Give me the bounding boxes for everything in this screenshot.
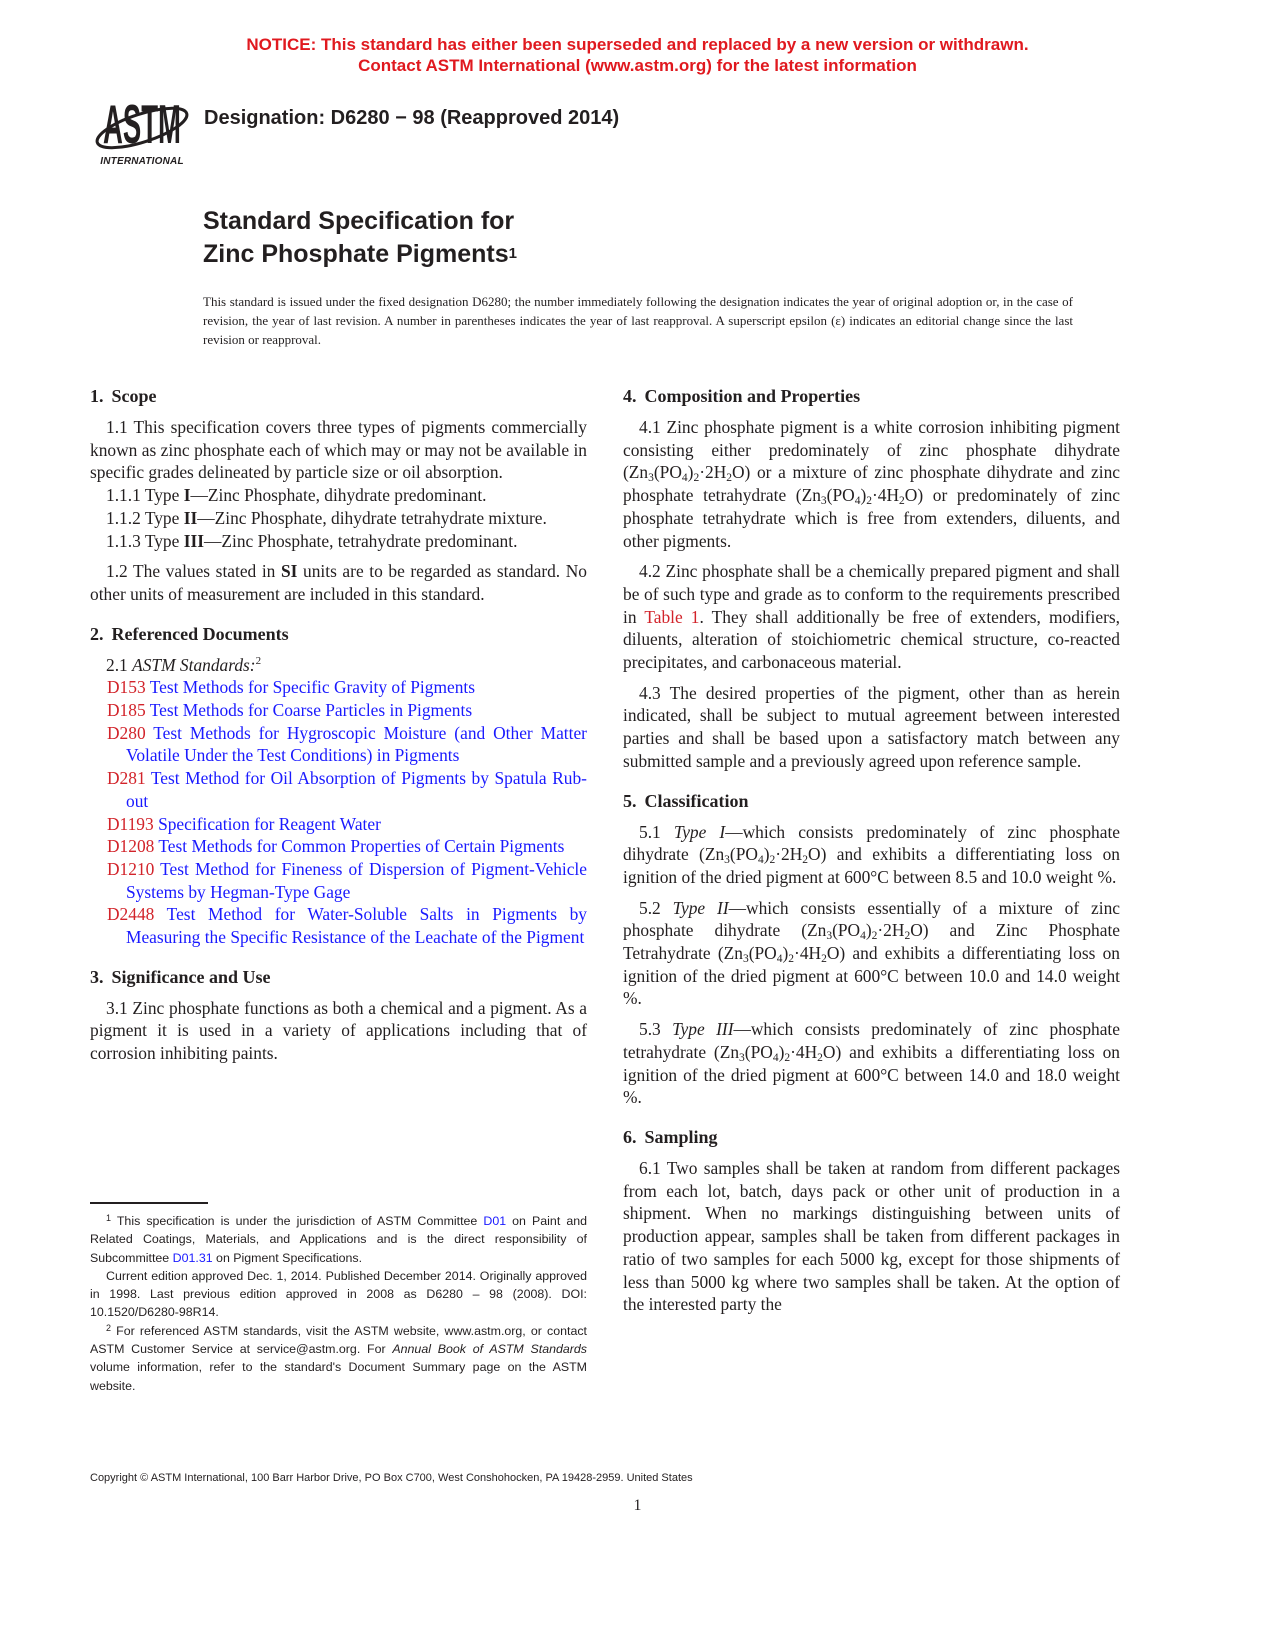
formula-dihydrate: $(Zn_3(PO_4)_2\cdot 2H_2O)$	[699, 844, 827, 867]
reference-link[interactable]: D153 Test Methods for Specific Gravity of Pigments	[107, 677, 475, 698]
title-line-1: Standard Specification for	[203, 207, 515, 235]
section-classification	[623, 789, 1120, 1109]
title-footnote-mark[interactable]: 1	[508, 245, 517, 262]
document-title	[203, 205, 517, 274]
paragraph-5-2: 5.2 Type II—which consists essentially of a mixture of zinc phosphate dihydrate $(Zn_3(PO_4)_2\cdot 2H_2O)$ and Zinc Phosphate Tetrahydrate $(Zn_3(PO_4)_2\cdot 4H_2O)$ and exhibits a differentiating loss on ignition of the dried pigment at 600°C between 10.0 and 14.0 weight %.	[623, 897, 1121, 1009]
footnotes	[90, 1212, 587, 1395]
reference-link[interactable]: D2448 Test Method for Water-Soluble Salts in Pigments by Measuring the Specific Resistance of the Leachate of the Pigment	[107, 904, 587, 948]
section-heading: 5. Classification	[623, 790, 749, 811]
subcommittee-d01-31-link[interactable]: D01.31	[172, 1250, 213, 1265]
reference-link[interactable]: D1193 Specification for Reagent Water	[107, 813, 381, 834]
left-column	[90, 384, 587, 1065]
logo-international-text: INTERNATIONAL	[100, 156, 184, 167]
paragraph-1-1-1: 1.1.1 Type I—Zinc Phosphate, dihydrate predominant.	[106, 485, 487, 506]
table-1-link[interactable]: Table 1	[644, 606, 700, 627]
section-referenced-documents	[90, 622, 587, 949]
svg-text:ASTM: ASTM	[103, 93, 181, 156]
paragraph-1-1-3: 1.1.3 Type III—Zinc Phosphate, tetrahydrate predominant.	[106, 530, 518, 551]
paragraph-5-3: 5.3 Type III—which consists predominately of zinc phosphate tetrahydrate $(Zn_3(PO_4)_2\cdot 4H_2O)$ and exhibits a differentiating loss on ignition of the dried pigment at 600°C between 14.0 and 18.0 weight %.	[623, 1019, 1121, 1108]
section-composition-and-properties	[623, 384, 1120, 773]
edition-note: Current edition approved Dec. 1, 2014. Published December 2014. Originally approved in 1998. Last previous edition approved in 2008 as D6280 – 98 (2008). DOI: 10.1520/D6280-98R14.	[90, 1268, 587, 1320]
section-heading: 2. Referenced Documents	[90, 623, 289, 644]
notice-line-2: Contact ASTM International (www.astm.org) for the latest information	[358, 56, 917, 75]
notice-line-1: NOTICE: This standard has either been superseded and replaced by a new version or withdrawn.	[246, 35, 1029, 54]
copyright-line: Copyright © ASTM International, 100 Barr Harbor Drive, PO Box C700, West Conshohocken, PA 19428-2959. United States	[90, 1472, 693, 1484]
paragraph-5-1: 5.1 Type I—which consists predominately of zinc phosphate dihydrate $(Zn_3(PO_4)_2\cdot 2H_2O)$ and exhibits a differentiating loss on ignition of the dried pigment at 600°C between 8.5 and 10.0 weight %.	[623, 821, 1120, 887]
paragraph-4-1: 4.1 Zinc phosphate pigment is a white corrosion inhibiting pigment consisting either predominately of zinc phosphate dihydrate $(Zn_3(PO_4)_2\cdot 2H_2O)$ or a mixture of zinc phosphate dihydrate and zinc phosphate tetrahydrate $(Zn_3(PO_4)_2\cdot 4H_2O)$ or predominately of zinc phosphate tetrahydrate which is free from extenders, diluents, and other pigments.	[623, 417, 1121, 551]
section-heading: 1. Scope	[90, 386, 157, 406]
paragraph-1-1-2: 1.1.2 Type II—Zinc Phosphate, dihydrate tetrahydrate mixture.	[106, 507, 547, 528]
formula-dihydrate: $(Zn_3(PO_4)_2\cdot 2H_2O)$	[801, 920, 929, 943]
astm-logo	[92, 88, 192, 172]
reference-link[interactable]: D1208 Test Methods for Common Properties of Certain Pigments	[107, 836, 565, 857]
footnote-2: $^2$ For referenced ASTM standards, visit the ASTM website, www.astm.org, or contact ASTM Customer Service at service@astm.org. For Annual Book of ASTM Standards volume information, refer to the standard's Document Summary page on the ASTM website.	[90, 1322, 587, 1393]
footnote-1: $^1$ This specification is under the jurisdiction of ASTM Committee D01 on Paint and Related Coatings, Materials, and Applications and is the direct responsibility of Subcommittee D01.31 on Pigment Specifications.	[90, 1213, 587, 1265]
footnote-2-mark[interactable]: 2	[255, 654, 262, 667]
reference-link[interactable]: D185 Test Methods for Coarse Particles in Pigments	[107, 700, 473, 721]
formula-tetrahydrate: $(Zn_3(PO_4)_2\cdot 4H_2O)$	[795, 485, 924, 508]
title-line-2: Zinc Phosphate Pigments$^1$	[203, 240, 517, 268]
referenced-standards-list	[90, 676, 587, 948]
section-heading: 3. Significance and Use	[90, 966, 271, 987]
paragraph-6-1: 6.1 Two samples shall be taken at random from different packages from each lot, batch, days pack or other unit of production in a shipment. When no markings distinguishing between units of production appear, samples shall be taken from different packages in ratio of two samples for each 5000 kg, except for those shipments of less than 5000 kg where two samples shall be taken. At the option of the interested party the	[623, 1157, 1120, 1315]
paragraph-4-2: 4.2 Zinc phosphate shall be a chemically prepared pigment and shall be of such type and grade as to conform to the requirements prescribed in Table 1. They shall additionally be free of extenders, modifiers, diluents, alteration of stoichiometric chemical structure, co-reacted precipitates, and carbonaceous material.	[623, 561, 1120, 673]
withdrawal-notice	[0, 34, 1275, 76]
formula-tetrahydrate: $(Zn_3(PO_4)_2\cdot 4H_2O)$	[713, 1041, 842, 1064]
section-significance-and-use	[90, 965, 587, 1065]
reference-link[interactable]: D281 Test Method for Oil Absorption of Pigments by Spatula Rub-out	[107, 768, 587, 811]
paragraph-3-1: 3.1 Zinc phosphate functions as both a chemical and a pigment. As a pigment it is used in a variety of applications including that of corrosion inhibiting paints.	[90, 997, 587, 1064]
reference-link[interactable]: D1210 Test Method for Fineness of Dispersion of Pigment-Vehicle Systems by Hegman-Type Gage	[107, 858, 587, 902]
section-heading: 4. Composition and Properties	[623, 386, 861, 406]
section-sampling	[623, 1125, 1120, 1316]
committee-d01-link[interactable]: D01	[483, 1214, 507, 1228]
formula-tetrahydrate: $(Zn_3(PO_4)_2\cdot 4H_2O)$	[717, 943, 846, 966]
paragraph-1-1: 1.1 This specification covers three types of pigments commercially known as zinc phosphate each of which may or may not be available in specific grades delineated by particle size or oil absorption.	[90, 417, 587, 483]
astm-logo-icon	[92, 88, 192, 158]
paragraph-2-1: 2.1 ASTM Standards:$^2$	[106, 654, 262, 675]
page-number: 1	[633, 1497, 642, 1514]
footnote-divider	[90, 1202, 208, 1204]
section-heading: 6. Sampling	[623, 1126, 718, 1147]
reference-link[interactable]: D280 Test Methods for Hygroscopic Moisture (and Other Matter Volatile Under the Test Conditions) in Pigments	[107, 722, 587, 766]
paragraph-1-2: 1.2 The values stated in SI units are to be regarded as standard. No other units of measurement are included in this standard.	[90, 561, 588, 604]
issued-note: This standard is issued under the fixed designation D6280; the number immediately following the designation indicates the year of original adoption or, in the case of revision, the year of last revision. A number in parentheses indicates the year of last reapproval. A superscript epsilon (ε) indicates an editorial change since the last revision or reapproval.	[203, 294, 1073, 347]
designation: Designation: D6280 − 98 (Reapproved 2014)	[204, 107, 620, 129]
formula-dihydrate: $(Zn_3(PO_4)_2\cdot 2H_2O)$	[623, 462, 751, 485]
section-scope	[90, 384, 587, 606]
paragraph-4-3: 4.3 The desired properties of the pigment, other than as herein indicated, shall be subject to mutual agreement between interested parties and shall be based upon a satisfactory match between any submitted sample and a previously agreed upon reference sample.	[623, 682, 1120, 771]
right-column	[623, 384, 1120, 1316]
